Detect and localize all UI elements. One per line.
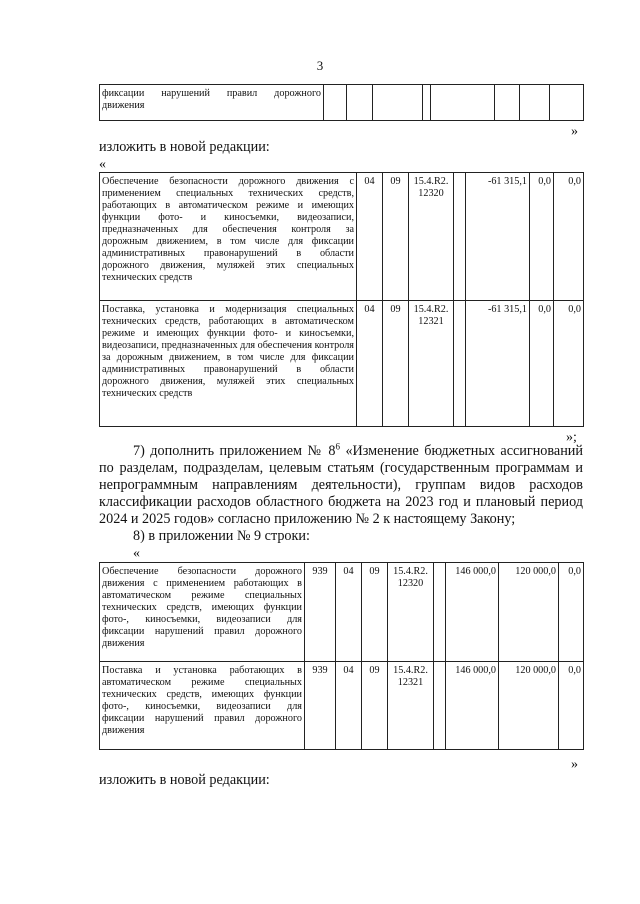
- target-article-code: 15.4.R2. 12320: [388, 563, 434, 662]
- close-quote: »;: [566, 430, 577, 445]
- section-code: 04: [336, 563, 362, 662]
- ministry-code: 939: [305, 662, 336, 750]
- fragment-table: [99, 84, 584, 121]
- subsection-code: 09: [362, 563, 388, 662]
- appendix-9-table: [99, 562, 584, 750]
- section-code: 04: [336, 662, 362, 750]
- replace-instruction: изложить в новой редакции:: [99, 772, 270, 788]
- section-code: 04: [357, 173, 383, 301]
- ministry-code: 939: [305, 563, 336, 662]
- row-description: фиксации нарушений правил дорожного движения: [100, 85, 324, 121]
- expense-type-code: [454, 301, 466, 427]
- subsection-code: 09: [383, 301, 409, 427]
- amount-2025: 0,0: [554, 301, 584, 427]
- row-description: Обеспечение безопасности дорожного движения с применением специальных технических средств, работающих в автоматическом режиме и имеющих функции фото- и киносъемки, видеозаписи, предназначенных для обеспечения контроля за дорожным движением, в том числе для фиксации административных правонарушений в области дорожного движения, муляжей этих специальных технических средств: [100, 173, 357, 301]
- amount-2025: 0,0: [559, 563, 584, 662]
- expense-type-code: [454, 173, 466, 301]
- item-7-paragraph: 7) дополнить приложением № $8^6$ «Изменение бюджетных ассигнований по разделам, подразделам, целевым статьям (государственным программам и непрограммным направлениям деятельности), группам видов расходов классификации расходов областного бюджета на 2023 год и плановый период 2024 и 2025 годов» согласно приложению № 2 к настоящему Закону;: [99, 441, 583, 528]
- table-row: [100, 173, 584, 301]
- open-quote: «: [99, 157, 106, 172]
- amount-2023: -61 315,1: [466, 301, 530, 427]
- close-quote: »: [571, 124, 578, 139]
- section-code: 04: [357, 301, 383, 427]
- table-row: [100, 563, 584, 662]
- expense-type-code: [434, 662, 446, 750]
- amount-2024: 0,0: [530, 301, 554, 427]
- open-quote: «: [133, 546, 140, 561]
- row-description: Поставка, установка и модернизация специальных технических средств, работающих в автоматическом режиме и имеющих функции фото- и киносъемки, видеозаписи, предназначенных для обеспечения контроля за дорожным движением, в том числе для фиксации административных правонарушений в области дорожного движения, муляжей этих специальных технических средств: [100, 301, 357, 427]
- page-number: 3: [316, 58, 324, 73]
- subsection-code: 09: [362, 662, 388, 750]
- replace-instruction: изложить в новой редакции:: [99, 139, 270, 155]
- table-row: [100, 301, 584, 427]
- table-row: [100, 85, 584, 121]
- amount-2024: 120 000,0: [499, 563, 559, 662]
- subsection-code: 09: [383, 173, 409, 301]
- amount-2023: 146 000,0: [446, 662, 499, 750]
- expense-type-code: [434, 563, 446, 662]
- target-article-code: 15.4.R2. 12320: [409, 173, 454, 301]
- close-quote: »: [571, 757, 578, 772]
- amount-2024: 0,0: [530, 173, 554, 301]
- target-article-code: 15.4.R2. 12321: [409, 301, 454, 427]
- row-description: Поставка и установка работающих в автоматическом режиме специальных технических средств, имеющих функции фото-, киносъемки, видеозаписи для фиксации нарушений правил дорожного движения: [100, 662, 305, 750]
- amount-2024: 120 000,0: [499, 662, 559, 750]
- row-description: Обеспечение безопасности дорожного движения с применением работающих в автоматическом режиме специальных технических средств, имеющих функции фото-, киносъемки, видеозаписи для фиксации нарушений правил дорожного движения: [100, 563, 305, 662]
- target-article-code: 15.4.R2. 12321: [388, 662, 434, 750]
- amount-2023: 146 000,0: [446, 563, 499, 662]
- amount-2025: 0,0: [554, 173, 584, 301]
- item-8-paragraph: 8) в приложении № 9 строки:: [133, 528, 310, 544]
- amount-2025: 0,0: [559, 662, 584, 750]
- table-row: [100, 662, 584, 750]
- new-edition-table: [99, 172, 584, 427]
- amount-2023: -61 315,1: [466, 173, 530, 301]
